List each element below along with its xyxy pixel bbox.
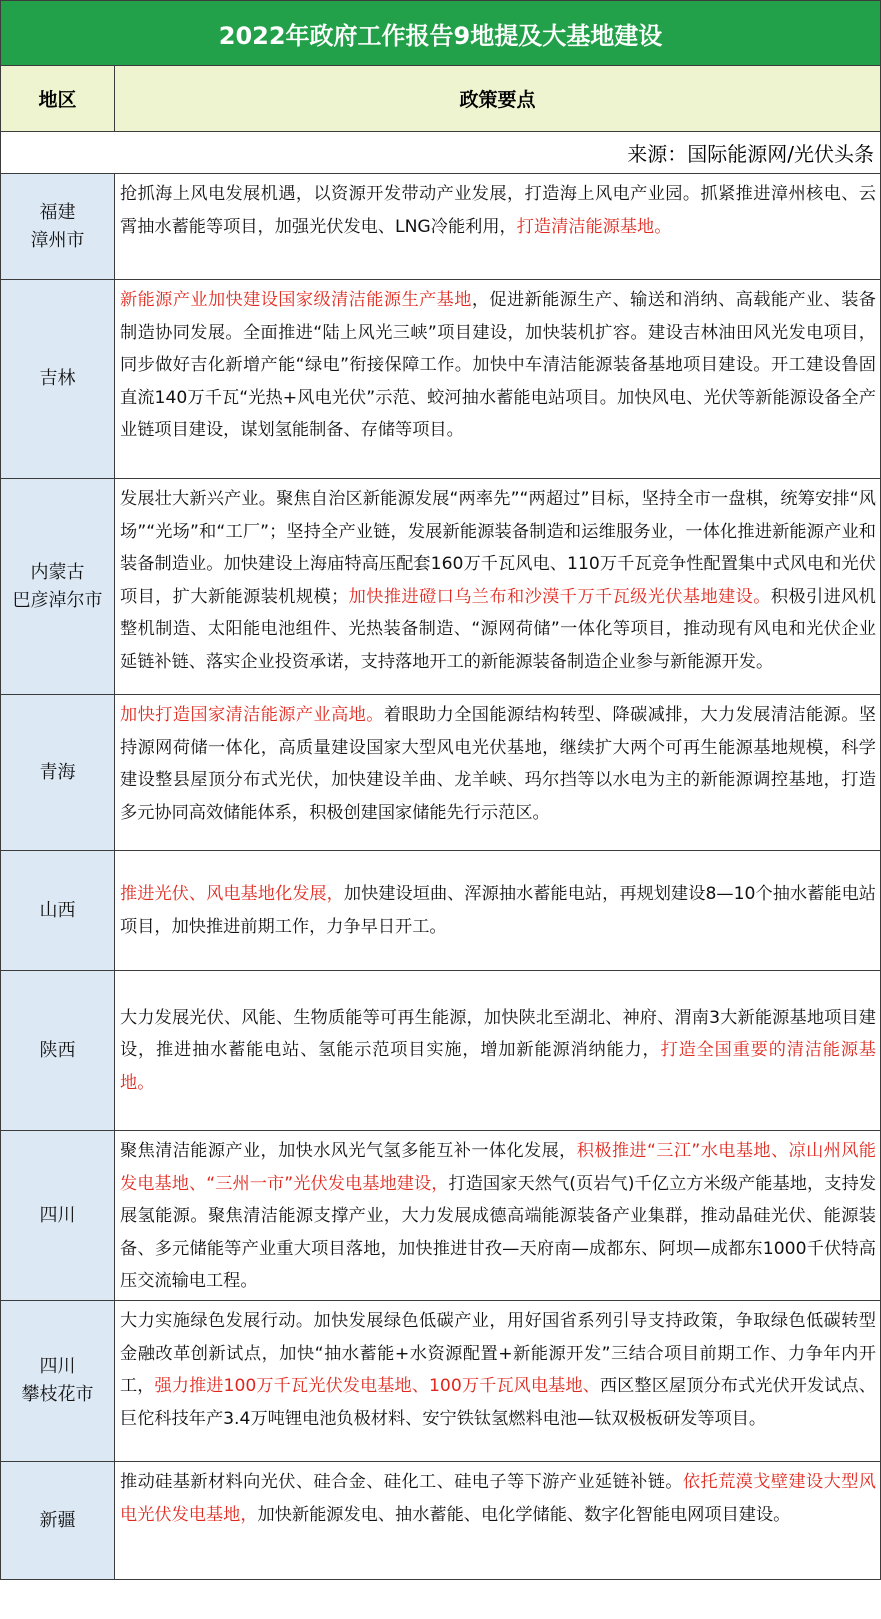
policy-cell [115, 1462, 880, 1579]
region-name: 内蒙古 [30, 561, 85, 583]
policy-text [120, 699, 876, 829]
policy-segment: 加快建设垣曲、浑源抽水蓄能电站，再规划建设8—10个抽水蓄能电站项目，加快推进前期工作，力争早日开工。 [120, 884, 876, 937]
policy-cell [115, 174, 880, 279]
table-row [1, 971, 880, 1131]
highlighted-text: 打造全国重要的清洁能源基地。 [120, 1040, 876, 1093]
highlighted-text: 强力推进100万千瓦光伏发电基地、100万千瓦风电基地、 [154, 1376, 600, 1396]
table-row [1, 1462, 880, 1580]
policy-segment: 抢抓海上风电发展机遇，以资源开发带动产业发展，打造海上风电产业园。抓紧推进漳州核电、云霄抽水蓄能等项目，加强光伏发电、LNG冷能利用， [120, 184, 876, 237]
policy-cell [115, 1131, 880, 1300]
region-cell [1, 1131, 115, 1300]
region-cell [1, 174, 115, 279]
policy-segment: 发展壮大新兴产业。聚焦自治区新能源发展“两率先”“两超过”目标，坚持全市一盘棋，统筹安排“风场”“光场”和“工厂”；坚持全产业链，发展新能源装备制造和运维服务业，一体化推进新能源产业和装备制造业。加快建设上海庙特高压配套160万千瓦风电、110万千瓦竞争性配置集中式风电和光伏项目，扩大新能源装机规模； [120, 489, 876, 607]
region-cell [1, 479, 115, 694]
region-name: 福建 [39, 201, 76, 223]
policy-text [120, 1002, 876, 1100]
policy-cell [115, 479, 880, 694]
region-name: 青海 [39, 761, 76, 783]
region-cell [1, 971, 115, 1130]
region-name: 四川 [39, 1204, 76, 1226]
table-body [1, 174, 880, 1580]
highlighted-text: 加快推进磴口乌兰布和沙漠千万千瓦级光伏基地建设。 [348, 586, 771, 607]
table-row [1, 851, 880, 971]
policy-segment: 推动硅基新材料向光伏、硅合金、硅化工、硅电子等下游产业延链补链。 [120, 1472, 683, 1492]
highlighted-text: 推进光伏、风电基地化发展， [120, 884, 344, 904]
policy-segment: 西区整区屋顶分布式光伏开发试点、巨佗科技年产3.4万吨锂电池负极材料、安宁铁钛氢燃料电池—钛双极板研发等项目。 [120, 1376, 876, 1429]
policy-cell [115, 971, 880, 1130]
region-name: 巴彦淖尔市 [12, 589, 103, 611]
header-policy: 政策要点 [459, 89, 536, 111]
region-cell [1, 1462, 115, 1579]
region-name: 四川 [39, 1356, 76, 1377]
table-row [1, 695, 880, 851]
header-region: 地区 [1, 66, 115, 131]
highlighted-text: 打造清洁能源基地。 [516, 216, 672, 237]
policy-segment: 加快新能源发电、抽水蓄能、电化学储能、数字化智能电网项目建设。 [257, 1504, 791, 1525]
highlighted-text: 积极推进“三江”水电基地、凉山州风能发电基地、“三州一市”光伏发电基地建设， [120, 1141, 876, 1194]
policy-text [120, 878, 876, 943]
policy-segment: 大力发展光伏、风能、生物质能等可再生能源，加快陕北至湖北、神府、渭南3大新能源基地项目建设，推进抽水蓄能电站、氢能示范项目实施，增加新能源消纳能力， [120, 1007, 876, 1061]
region-name: 陕西 [39, 1039, 76, 1061]
table-row [1, 174, 880, 280]
policy-text [120, 1135, 876, 1298]
table-row [1, 1131, 880, 1301]
region-name: 吉林 [39, 368, 76, 389]
policy-segment: 打造国家天然气(页岩气)千亿立方米级产能基地，支持发展氢能源。聚焦清洁能源支撑产业，大力发展成德高端能源装备产业集群，推动晶硅光伏、能源装备、多元储能等产业重大项目落地，加快推进甘孜—天府南—成都东、阿坝—成都东1000千伏特高压交流输电工程。 [120, 1173, 877, 1291]
policy-cell [115, 280, 880, 478]
policy-segment: 聚焦清洁能源产业，加快水风光气氢多能互补一体化发展， [120, 1141, 577, 1161]
policy-segment: 积极引进风机整机制造、太阳能电池组件、光热装备制造、“源网荷储”一体化等项目，推动现有风电和光伏企业延链补链、落实企业投资承诺，支持落地开工的新能源装备制造企业参与新能源开发。 [120, 586, 876, 672]
region-name: 攀枝花市 [21, 1384, 94, 1405]
highlighted-text: 依托荒漠戈壁建设大型风电光伏发电基地， [120, 1472, 876, 1525]
highlighted-text: 加快打造国家清洁能源产业高地。 [120, 705, 384, 725]
table-row [1, 479, 880, 695]
highlighted-text: 新能源产业加快建设国家级清洁能源生产基地 [120, 290, 472, 310]
policy-text [120, 483, 876, 678]
table-row [1, 280, 880, 479]
region-name: 山西 [39, 899, 76, 921]
policy-segment: 大力实施绿色发展行动。加快发展绿色低碳产业，用好国省系列引导支持政策，争取绿色低碳转型金融改革创新试点，加快“抽水蓄能+水资源配置+新能源开发”三结合项目前期工作、力争年内开工， [120, 1311, 876, 1396]
source-note [1, 132, 880, 174]
policy-text [120, 284, 876, 447]
region-cell [1, 851, 115, 970]
policy-text [120, 1466, 876, 1531]
source-text: 来源：国际能源网/光伏头条 [627, 142, 874, 166]
policy-segment: ，促进新能源生产、输送和消纳、高载能产业、装备制造协同发展。全面推进“陆上风光三峡”项目建设，加快装机扩容。建设吉林油田风光发电项目，同步做好吉化新增产能“绿电”衔接保障工作。加快中车清洁能源装备基地项目建设。开工建设鲁固直流140万千瓦“光热+风电光伏”示范、蛟河抽水蓄能电站项目。加快风电、光伏等新能源设备全产业链项目建设，谋划氢能制备、存储等项目。 [120, 290, 876, 440]
policy-cell [115, 851, 880, 970]
region-name: 漳州市 [30, 229, 85, 251]
region-name: 新疆 [39, 1509, 76, 1531]
policy-text [120, 178, 876, 243]
region-cell [1, 1301, 115, 1461]
table-row [1, 1301, 880, 1462]
table-title: 2022年政府工作报告9地提及大基地建设 [1, 0, 880, 66]
policy-cell [115, 1301, 880, 1461]
policy-text [120, 1305, 876, 1435]
header-row [1, 66, 880, 132]
region-cell [1, 695, 115, 850]
policy-cell [115, 695, 880, 850]
policy-segment: 着眼助力全国能源结构转型、降碳减排，大力发展清洁能源。坚持源网荷储一体化，高质量建设国家大型风电光伏基地，继续扩大两个可再生能源基地规模，科学建设整县屋顶分布式光伏，加快建设羊曲、龙羊峡、玛尔挡等以水电为主的新能源调控基地，打造多元协同高效储能体系，积极创建国家储能先行示范区。 [120, 705, 876, 823]
region-cell [1, 280, 115, 478]
